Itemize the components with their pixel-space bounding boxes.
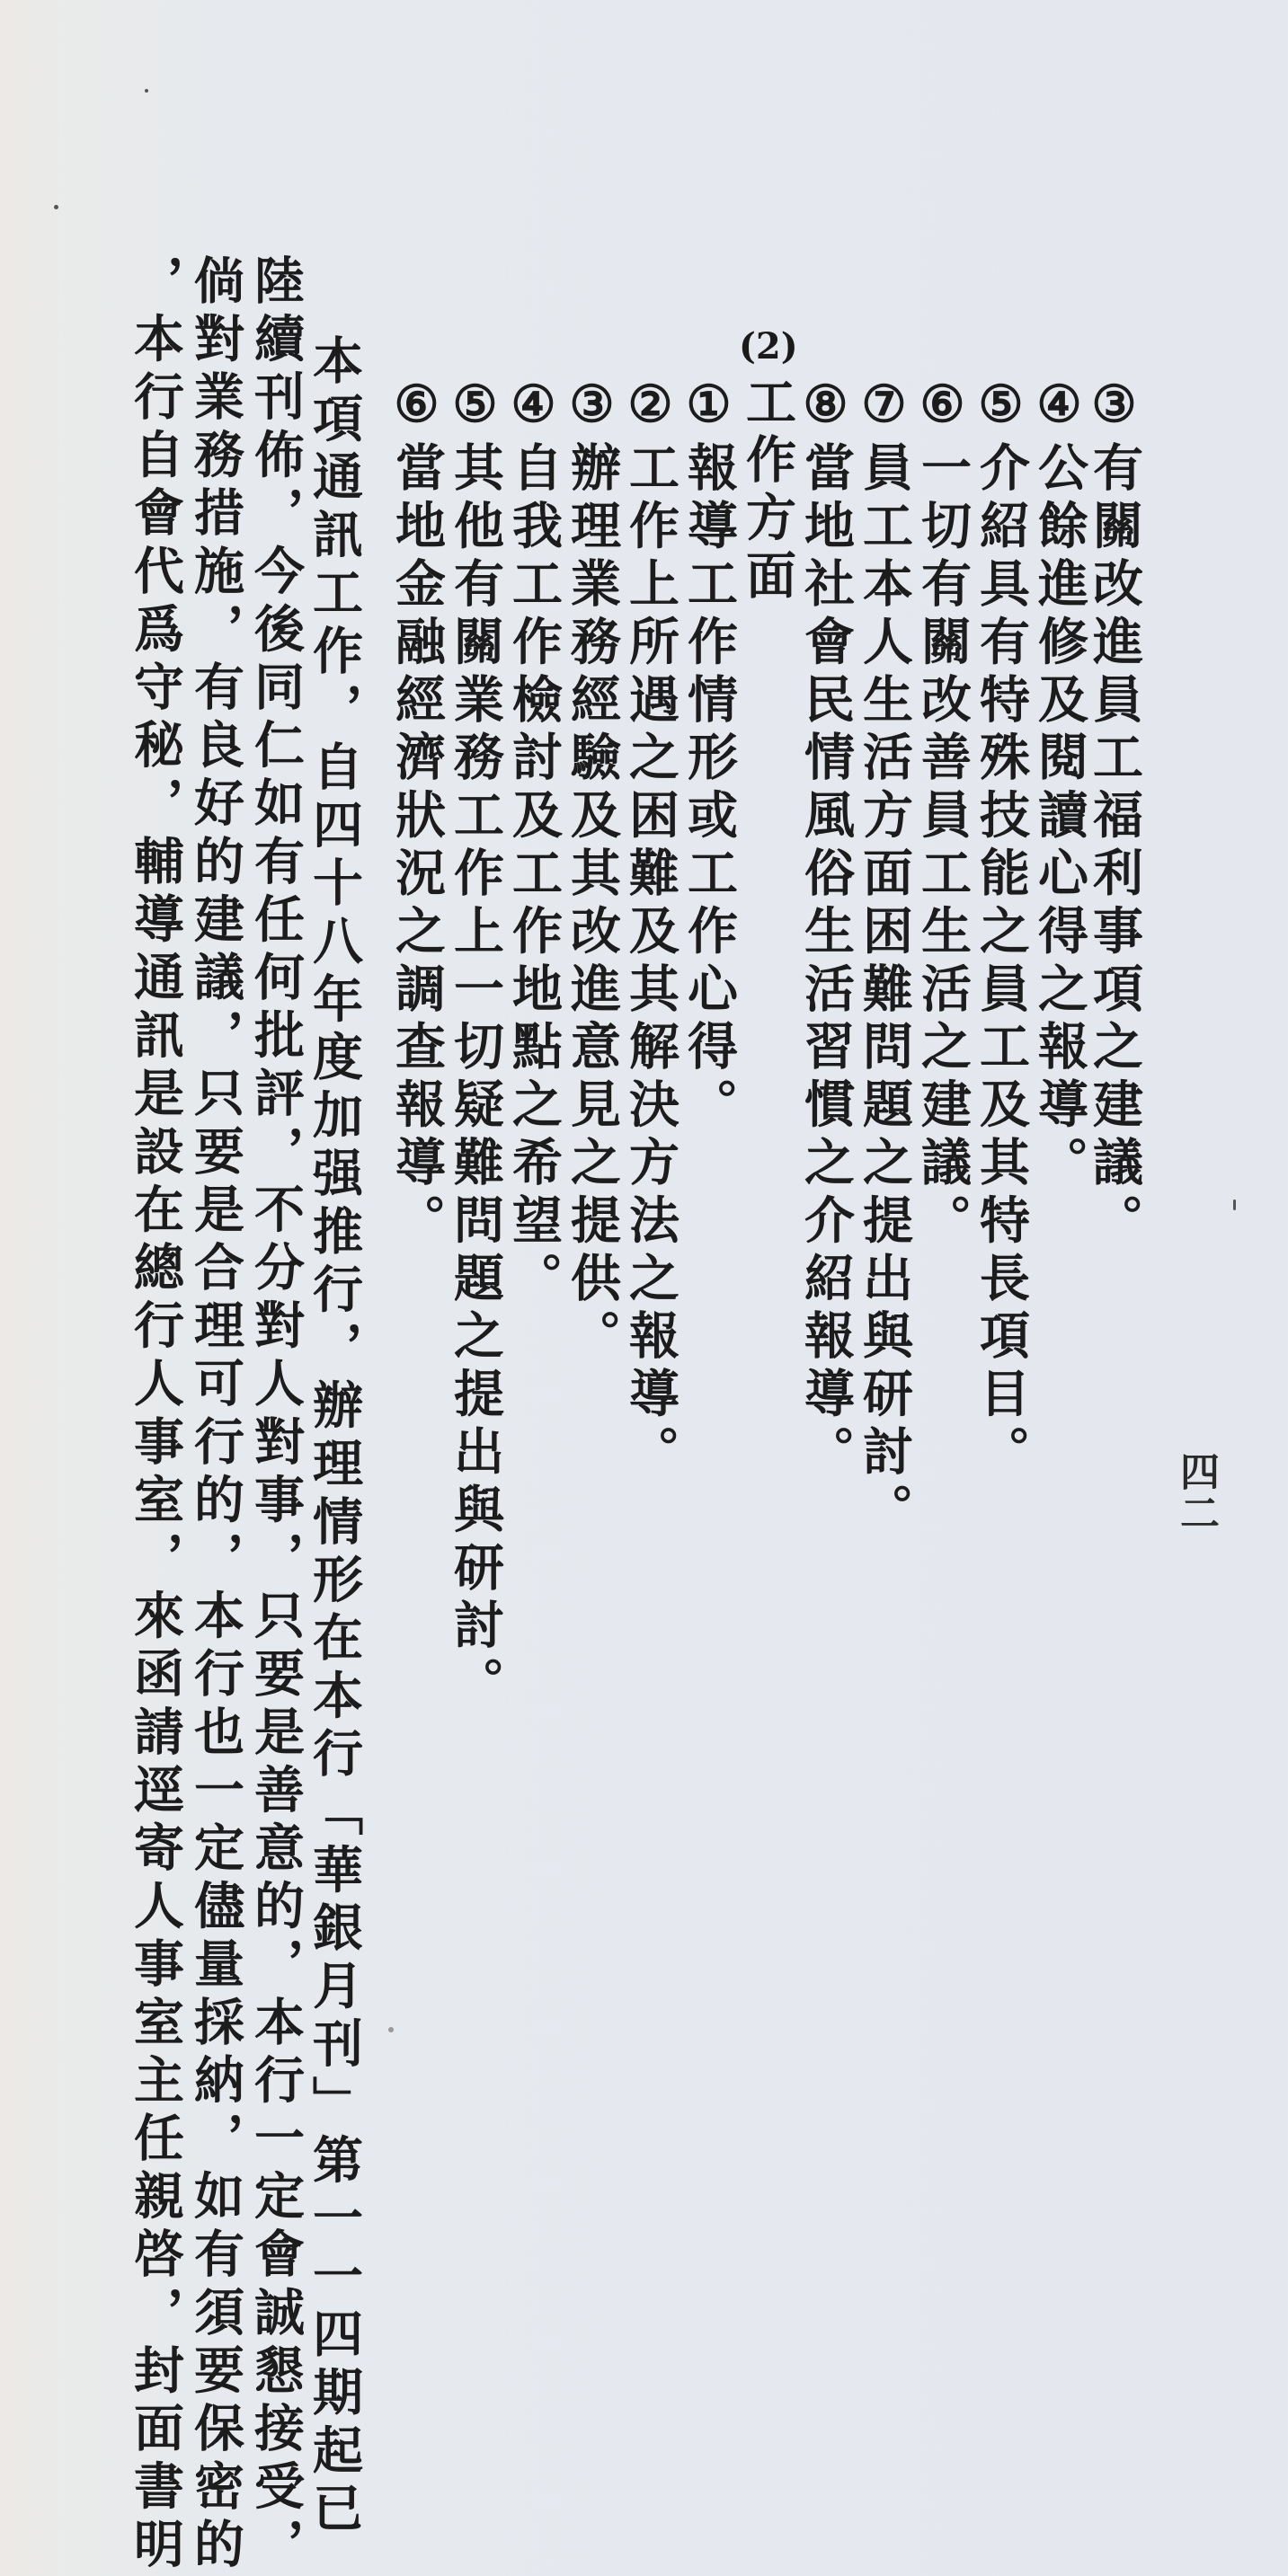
item-text: 當地金融經濟狀況之調查報導。 (387, 441, 447, 1253)
list-item (447, 376, 504, 1714)
list-item (622, 376, 680, 1483)
paragraph-line: 本項通訊工作，自四十八年度加强推行，辦理情形在本行「華銀月刊」第一一四期起已 (305, 334, 364, 2540)
list-item (1031, 376, 1088, 1194)
paragraph-line: 陸續刊佈，今後同仁如有任何批評，不分對人對事，只要是善意的，本行一定會誠懇接受， (246, 254, 306, 2576)
list-item (564, 376, 621, 1368)
item-text: 當地社會民情風俗生活習慣之介紹報導。 (796, 441, 856, 1483)
list-item (973, 376, 1030, 1483)
paragraph-line: 倘對業務措施，有良好的建議，只要是合理可行的，本行也一定儘量採納，如有須要保密的 (186, 254, 245, 2576)
item-marker: ⑧ (796, 376, 856, 442)
item-text: 有關改進員工福利事項之建議。 (1085, 441, 1144, 1253)
item-text: 報導工作情形或工作心得。 (680, 441, 739, 1137)
item-text: 其他有關業務工作上一切疑難問題之提出與研討。 (446, 441, 505, 1715)
item-marker: ② (621, 376, 680, 442)
item-marker: ③ (1085, 376, 1144, 442)
item-marker: ⑥ (913, 376, 973, 442)
list-item (797, 376, 855, 1483)
item-text: 介紹具有特殊技能之員工及其特長項目。 (972, 441, 1031, 1483)
item-marker: ④ (504, 376, 564, 442)
list-item (388, 376, 446, 1252)
item-marker: ⑦ (855, 376, 914, 442)
item-text: 辦理業務經驗及其改進意見之提供。 (563, 441, 622, 1368)
item-marker: ⑤ (446, 376, 505, 442)
item-text: 公餘進修及閱讀心得之報導。 (1030, 441, 1089, 1194)
list-item (914, 376, 972, 1252)
item-marker: ④ (1030, 376, 1089, 442)
item-marker: ① (680, 376, 739, 442)
paper-speck (54, 205, 58, 209)
paper-speck (145, 89, 148, 93)
list-item (680, 376, 738, 1136)
paper-speck (388, 2027, 394, 2032)
item-text: 員工本人生活方面困難問題之提出與研討。 (855, 441, 914, 1542)
item-marker: ③ (563, 376, 622, 442)
paper-speck (1233, 1199, 1236, 1210)
paragraph-line: ，本行自會代爲守秘，輔導通訊是設在總行人事室，來函請逕寄人事室主任親啓，封面書明 (126, 254, 185, 2576)
item-text: 一切有關改善員工生活之建議。 (913, 441, 973, 1253)
list-item (1086, 376, 1143, 1252)
item-marker: ⑤ (972, 376, 1031, 442)
page-number: 四二 (1173, 1451, 1219, 1534)
item-text: 自我工作檢討及工作地點之希望。 (504, 441, 564, 1310)
section-number: (2) (739, 325, 798, 367)
item-text: 工作上所遇之困難及其解決方法之報導。 (621, 441, 680, 1483)
list-item (505, 376, 563, 1309)
item-marker: ⑥ (387, 376, 447, 442)
list-item (856, 376, 913, 1541)
section-heading: 工作方面 (738, 376, 797, 607)
